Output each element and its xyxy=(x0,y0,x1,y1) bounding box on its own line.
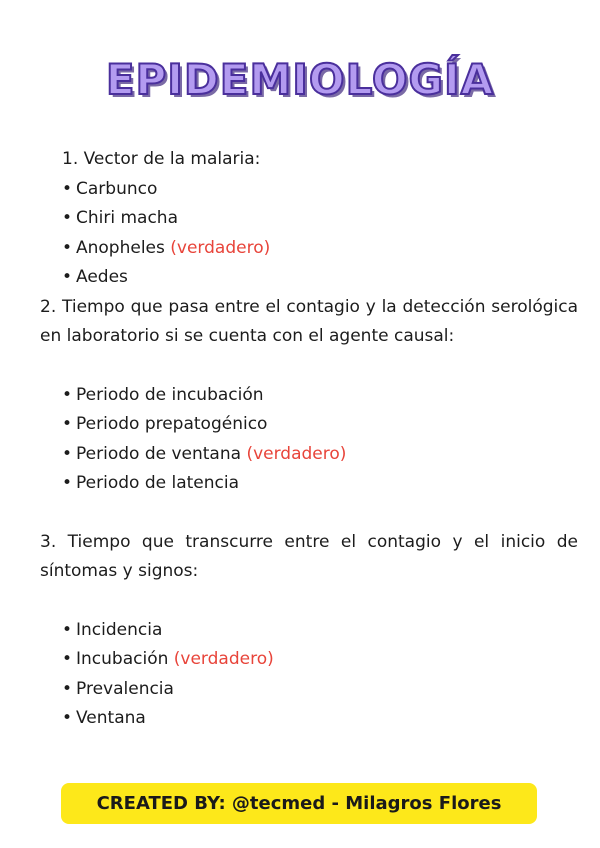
credit-text: CREATED BY: @tecmed - Milagros Flores xyxy=(96,793,502,814)
list-item xyxy=(62,675,578,705)
correct-answer-mark: (verdadero) xyxy=(173,649,274,669)
list-item xyxy=(62,645,578,675)
option-text: Periodo de latencia xyxy=(76,473,239,493)
option-text: Anopheles xyxy=(76,237,165,258)
question-1-prompt: 1. Vector de la malaria: xyxy=(62,149,261,169)
spacer xyxy=(40,352,578,381)
question-3-prompt: 3. Tiempo que transcurre entre el contagio y el inicio de síntomas y signos: xyxy=(40,531,578,581)
list-item xyxy=(62,440,578,470)
option-text: Periodo de ventana xyxy=(76,443,242,464)
option-text: Incidencia xyxy=(76,619,163,640)
question-3-options xyxy=(40,616,578,734)
option-text: Incubación xyxy=(76,649,169,669)
list-item xyxy=(62,175,578,205)
question-2-prompt: 2. Tiempo que pasa entre el contagio y la detección serológica en laboratorio si se cuenta con el agente causal: xyxy=(40,296,578,346)
list-item xyxy=(62,704,578,734)
option-text: Ventana xyxy=(76,708,146,728)
list-item xyxy=(62,204,578,234)
quiz-content xyxy=(40,145,578,734)
list-item xyxy=(62,616,578,646)
option-text: Prevalencia xyxy=(76,678,174,699)
list-item xyxy=(62,234,578,264)
list-item xyxy=(62,381,578,411)
list-item xyxy=(62,410,578,440)
option-text: Periodo de incubación xyxy=(76,384,264,405)
option-text: Chiri macha xyxy=(76,208,178,228)
list-item xyxy=(62,469,578,499)
credit-banner xyxy=(61,783,537,824)
option-text: Carbunco xyxy=(76,178,158,199)
option-text: Aedes xyxy=(76,267,128,287)
correct-answer-mark: (verdadero) xyxy=(246,443,347,464)
question-2-options xyxy=(40,381,578,499)
list-item xyxy=(62,263,578,293)
spacer xyxy=(40,499,578,528)
question-1-options xyxy=(40,175,578,293)
correct-answer-mark: (verdadero) xyxy=(170,237,271,258)
option-text: Periodo prepatogénico xyxy=(76,414,268,434)
spacer xyxy=(40,587,578,616)
page-title: EPIDEMIOLOGÍA xyxy=(105,55,495,104)
